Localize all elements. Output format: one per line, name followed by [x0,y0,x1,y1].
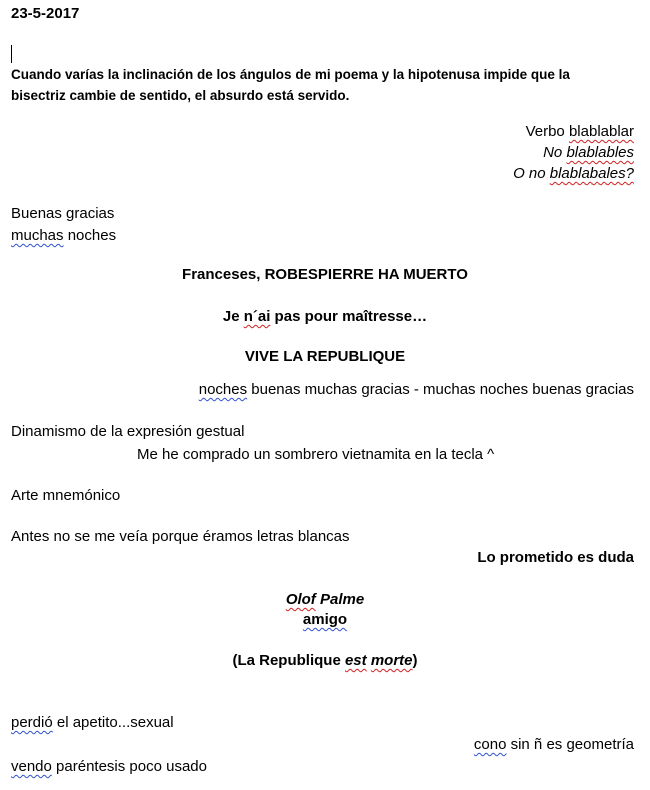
republique-close: ) [412,652,418,669]
o-no-line [513,164,634,184]
cono-line [474,735,634,755]
amigo-word: amigo [302,611,348,628]
je-rest: pas pour maîtresse… [270,308,428,325]
no-blablables-line [543,143,634,163]
noches-buenas-line [199,380,634,400]
amigo-line [0,610,650,630]
text-cursor [11,45,12,63]
sombrero-line: Me he comprado un sombrero vietnamita en la tecla ^ [137,446,495,463]
buenas-gracias-line: Buenas gracias [11,205,115,222]
verbo-line [526,122,634,142]
noches-rest: noches [63,227,117,244]
je-nai-line [0,307,650,327]
vendo-word: vendo [11,758,52,775]
verbo-word: blablablar [568,123,634,140]
est-word: est [344,652,367,669]
vendo-rest: paréntesis poco usado [51,758,207,775]
perdio-line [11,713,174,733]
franceses-heading: Franceses, ROBESPIERRE HA MUERTO [182,266,468,283]
olof-word: Olof [285,591,316,608]
muchas-word: muchas [11,227,64,244]
blablables-word: blablables [566,144,634,161]
perdio-rest: el apetito...sexual [52,714,174,731]
prometido-line: Lo prometido es duda [477,549,634,566]
vive-heading: VIVE LA REPUBLIQUE [244,348,406,365]
perdio-word: perdió [11,714,53,731]
muchas-noches-line [11,226,116,246]
republique-line [0,651,650,671]
cono-word: cono [473,736,507,753]
morte-word: morte [370,652,413,669]
o-no-prefix: O no [513,165,550,182]
blablabales-word: blablabales? [549,165,634,182]
noches-buenas-rest: buenas muchas gracias - muchas noches buenas gracias [247,381,634,398]
document-date: 23-5-2017 [11,5,80,22]
intro-paragraph: Cuando varías la inclinación de los ángulos de mi poema y la hipotenusa impide que la bisectriz cambie de sentido, el absurdo está servido. [11,67,570,103]
olof-palme-line [0,590,650,610]
noches-word: noches [198,381,248,398]
arte-line: Arte mnemónico [11,487,121,504]
palme-rest: Palme [315,591,365,608]
republique-prefix: (La Republique [232,652,345,669]
nai-word: n´ai [243,308,271,325]
no-prefix: No [543,144,567,161]
cono-rest: sin ñ es geometría [506,736,634,753]
verbo-prefix: Verbo [525,123,569,140]
je-prefix: Je [222,308,244,325]
dinamismo-line: Dinamismo de la expresión gestual [11,423,245,440]
antes-line: Antes no se me veía porque éramos letras blancas [11,528,350,545]
vendo-line [11,757,207,777]
